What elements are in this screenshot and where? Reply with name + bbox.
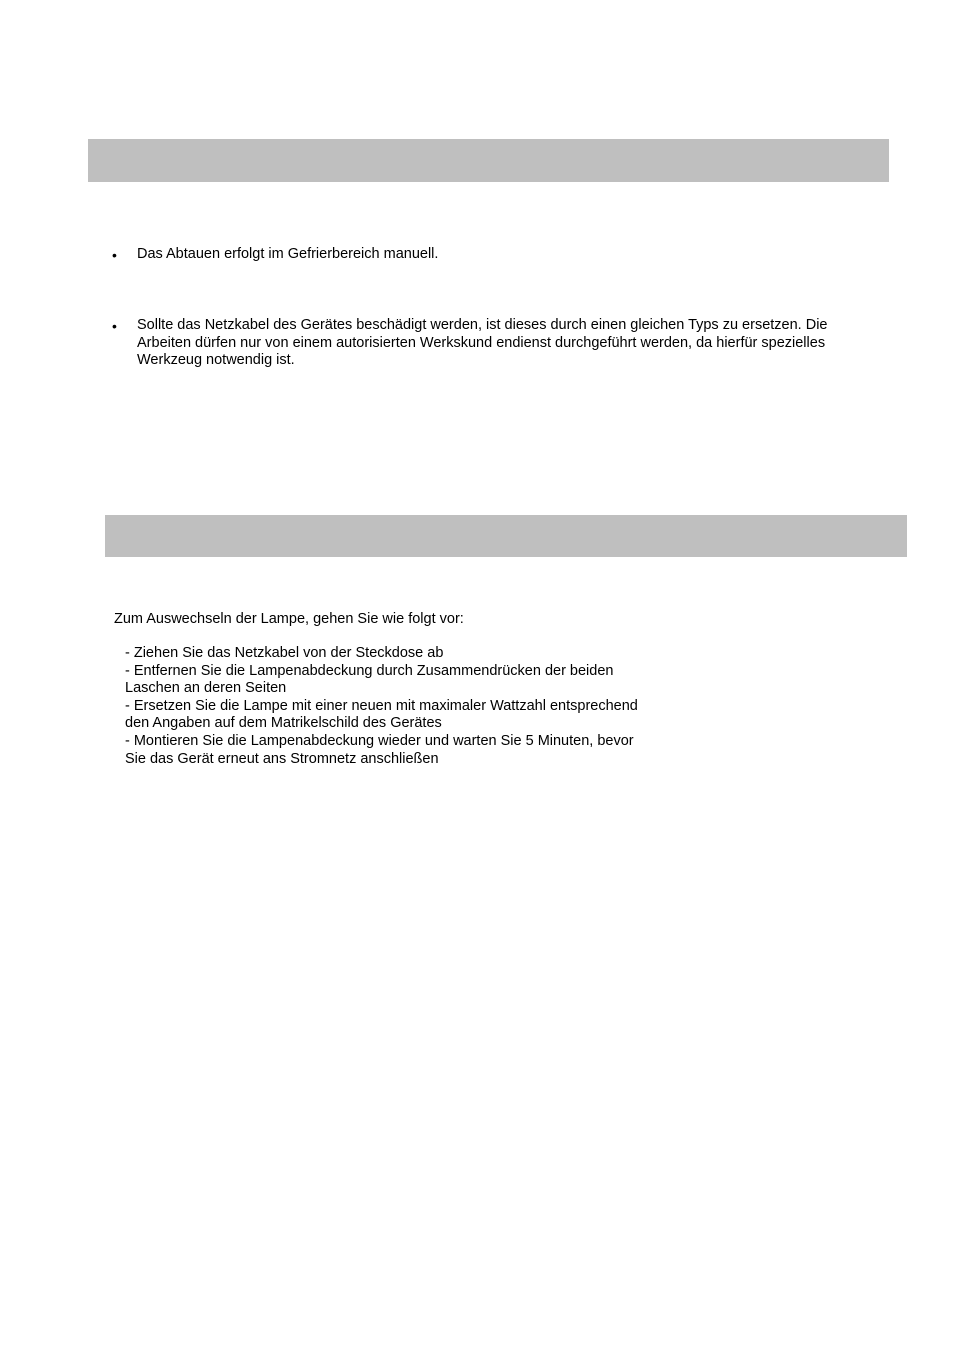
step-line: Sie das Gerät erneut ans Stromnetz anschließen: [125, 750, 439, 767]
section-header-bar-1: [88, 139, 889, 182]
bullet-icon: •: [112, 247, 117, 263]
text-line: Werkzeug notwendig ist.: [137, 352, 295, 368]
section-header-bar-2: [105, 515, 907, 557]
lamp-intro-text: Zum Auswechseln der Lampe, gehen Sie wie folgt vor:: [114, 611, 464, 627]
bullet-text: Das Abtauen erfolgt im Gefrierbereich manuell.: [137, 246, 439, 262]
step-line: den Angaben auf dem Matrikelschild des Gerätes: [125, 715, 442, 732]
bullet-icon: •: [112, 318, 117, 334]
step-line: Laschen an deren Seiten: [125, 680, 287, 697]
step-line: - Ersetzen Sie die Lampe mit einer neuen mit maximaler Wattzahl entsprechend: [125, 697, 638, 714]
bullet-text: [137, 317, 877, 370]
step-line: - Entfernen Sie die Lampenabdeckung durch Zusammendrücken der beiden: [125, 662, 614, 679]
step-line: - Ziehen Sie das Netzkabel von der Steckdose ab: [125, 645, 444, 661]
text-line: Sollte das Netzkabel des Gerätes beschädigt werden, ist dieses durch einen gleichen Typs zu ersetzen. Die: [137, 317, 828, 333]
text-line: Arbeiten dürfen nur von einem autorisierten Werkskund endienst durchgeführt werden, da hierfür spezielles: [137, 334, 826, 351]
step-line: - Montieren Sie die Lampenabdeckung wieder und warten Sie 5 Minuten, bevor: [125, 732, 634, 749]
lamp-steps: [125, 645, 685, 768]
